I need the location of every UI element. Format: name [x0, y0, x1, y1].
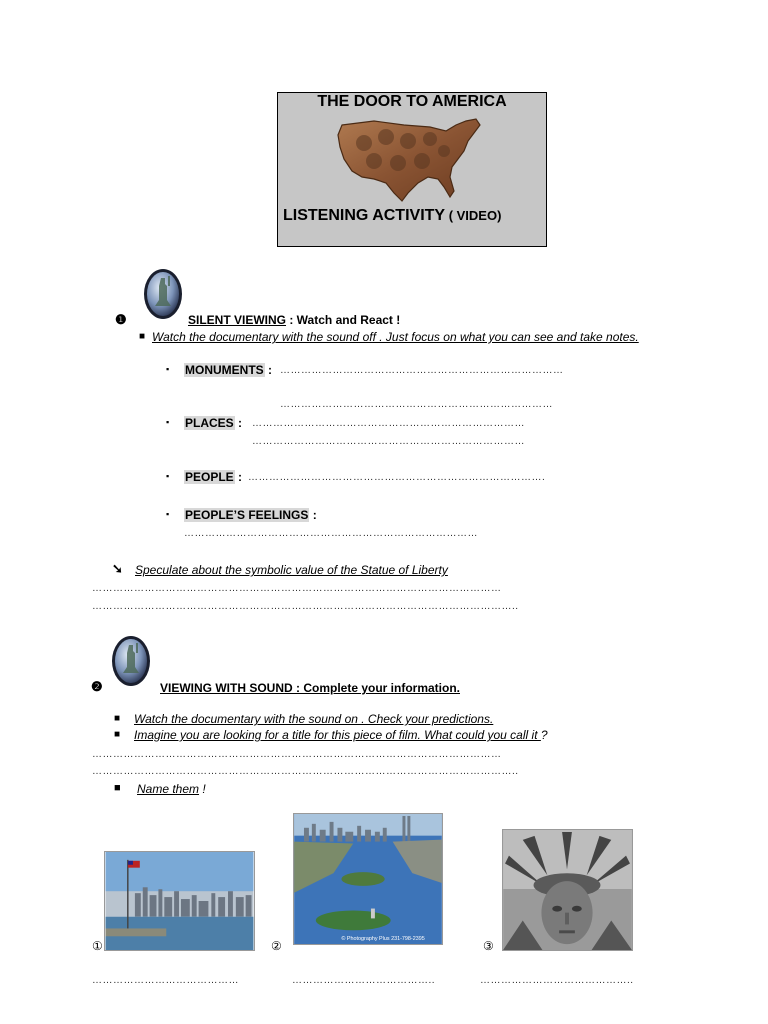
item-label: PEOPLE’S FEELINGS — [185, 508, 309, 522]
photo-number-3: ③ — [483, 939, 494, 953]
answer-line[interactable]: …………………………………… — [92, 975, 239, 986]
title-question: Imagine you are looking for a title for this piece of film. What could you call it — [134, 728, 541, 742]
section-2-heading — [160, 681, 460, 695]
activity-subtitle — [283, 207, 501, 225]
photo-manhattan-skyline — [104, 851, 255, 951]
page-title: THE DOOR TO AMERICA — [317, 93, 507, 110]
item-places — [184, 416, 242, 430]
item-colon: : — [309, 508, 317, 522]
speculate-prompt: Speculate about the symbolic value of the Statue of Liberty — [135, 563, 448, 577]
statue-of-liberty-icon — [111, 635, 151, 687]
item-monuments — [184, 363, 272, 377]
answer-line[interactable]: …………………………………………………………………… — [280, 399, 553, 410]
item-colon: : — [264, 363, 273, 377]
silent-viewing-title: SILENT VIEWING — [188, 313, 287, 327]
name-them-text: Name them — [137, 782, 200, 796]
item-peoples-feelings — [184, 508, 317, 522]
item-people — [184, 470, 242, 484]
bullet-icon: ▪ — [166, 471, 170, 481]
answer-line[interactable]: …………………………………………………………………… — [252, 418, 525, 429]
square-bullet-icon: ■ — [114, 782, 121, 794]
name-them-end: ! — [199, 782, 206, 796]
square-bullet-icon: ■ — [114, 713, 121, 724]
item-label: PLACES — [185, 416, 234, 430]
square-bullet-icon: ■ — [139, 331, 146, 342]
section-1-number: ❶ — [115, 312, 127, 327]
photo-statue-of-liberty-face — [502, 829, 633, 951]
section-2-number: ❷ — [91, 679, 103, 694]
subtitle-paren: ( VIDEO) — [445, 208, 502, 223]
photo-new-york-harbor-aerial — [293, 813, 443, 945]
answer-line[interactable]: ………………………………………………………………………… — [184, 528, 478, 539]
item-colon: : — [234, 470, 243, 484]
item-label: MONUMENTS — [185, 363, 264, 377]
answer-line[interactable]: ……………………………………………………………………………………………………… — [92, 749, 502, 760]
arrow-down-right-icon: ➘ — [112, 561, 123, 576]
section-2-bullet-1: Watch the documentary with the sound on . Check your predictions. — [134, 712, 494, 726]
answer-line[interactable]: ……………………………………………………………………… — [280, 365, 564, 376]
answer-line[interactable]: ………………………………………………………………………………………………………….. — [92, 601, 519, 612]
subtitle-main: LISTENING ACTIVITY — [283, 207, 446, 224]
viewing-with-sound-title: VIEWING WITH SOUND : Complete your information. — [160, 681, 460, 695]
photo-number-1: ① — [92, 939, 103, 953]
section-1-heading-rest: : Watch and React ! — [286, 313, 401, 327]
section-1-instruction: Watch the documentary with the sound off . Just focus on what you can see and take notes. — [152, 330, 639, 344]
statue-of-liberty-icon — [143, 268, 183, 320]
answer-line[interactable]: …………………………………………………………………………. — [248, 472, 546, 483]
section-1-heading — [188, 313, 400, 327]
photo-credit: © Photography Plus 231-798-2395 — [341, 936, 425, 943]
item-label: PEOPLE — [185, 470, 234, 484]
square-bullet-icon: ■ — [114, 729, 121, 740]
item-colon: : — [234, 416, 243, 430]
answer-line[interactable]: …………………………………….. — [480, 975, 634, 986]
photo-number-2: ② — [271, 939, 282, 953]
answer-line[interactable]: …………………………………………………………………… — [252, 436, 525, 447]
name-them-prompt — [137, 782, 206, 796]
section-2-bullet-2 — [134, 728, 548, 742]
answer-line[interactable]: ……………………………………………………………………………………………………… — [92, 583, 502, 594]
bullet-icon: ▪ — [166, 364, 170, 374]
title-box — [277, 92, 547, 247]
bullet-icon: ▪ — [166, 509, 170, 519]
question-mark: ? — [540, 728, 548, 742]
bullet-icon: ▪ — [166, 417, 170, 427]
answer-line[interactable]: ………………………………….. — [292, 975, 436, 986]
answer-line[interactable]: ………………………………………………………………………………………………………….. — [92, 766, 519, 777]
usa-map-image — [334, 115, 484, 210]
